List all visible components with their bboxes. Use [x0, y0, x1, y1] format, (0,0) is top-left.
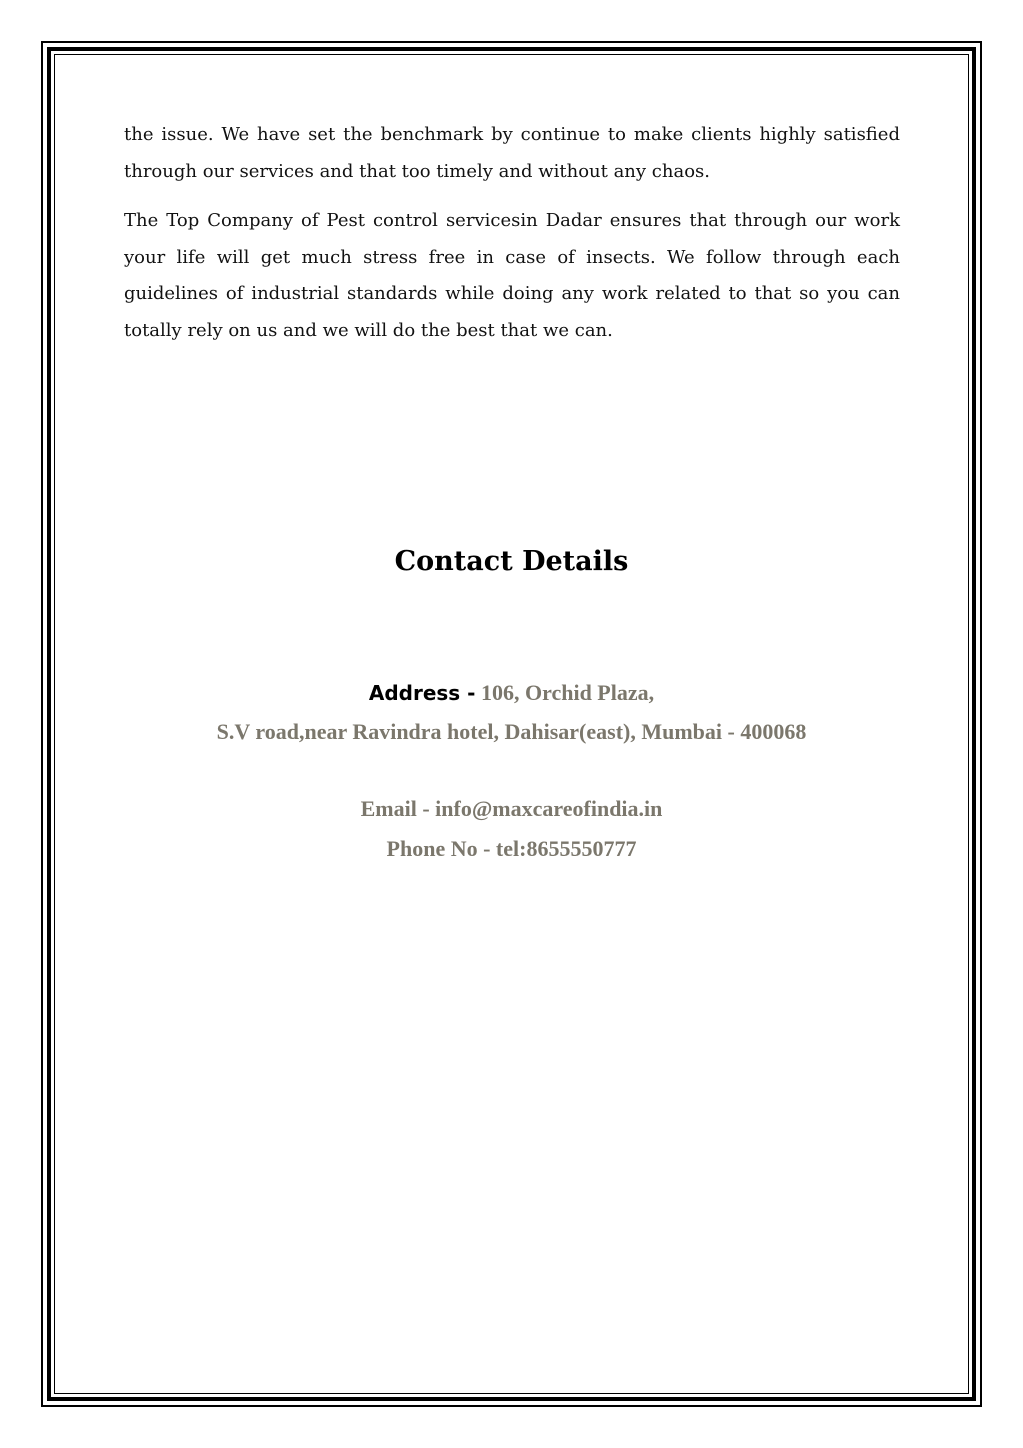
address-line-1: [54, 678, 969, 708]
body-paragraph-2: The Top Company of Pest control servicesin Dadar ensures that through our work your life will get much stress free in case of insects. We follow through each guidelines of industrial standards while doing any work related to that so you can totally rely on us and we will do the best that we can.: [124, 210, 900, 341]
body-paragraph-1: the issue. We have set the benchmark by continue to make clients highly satisfied through our services and that too timely and without any chaos.: [124, 124, 900, 182]
phone-line: Phone No - tel:8655550777: [386, 836, 637, 861]
address-value: 106, Orchid Plaza,: [480, 680, 655, 705]
contact-heading: Contact Details: [394, 546, 629, 577]
address-label: Address -: [368, 681, 476, 705]
email-line: Email - info@maxcareofindia.in: [360, 796, 663, 821]
address-line-2: S.V road,near Ravindra hotel, Dahisar(east), Mumbai - 400068: [216, 719, 807, 744]
